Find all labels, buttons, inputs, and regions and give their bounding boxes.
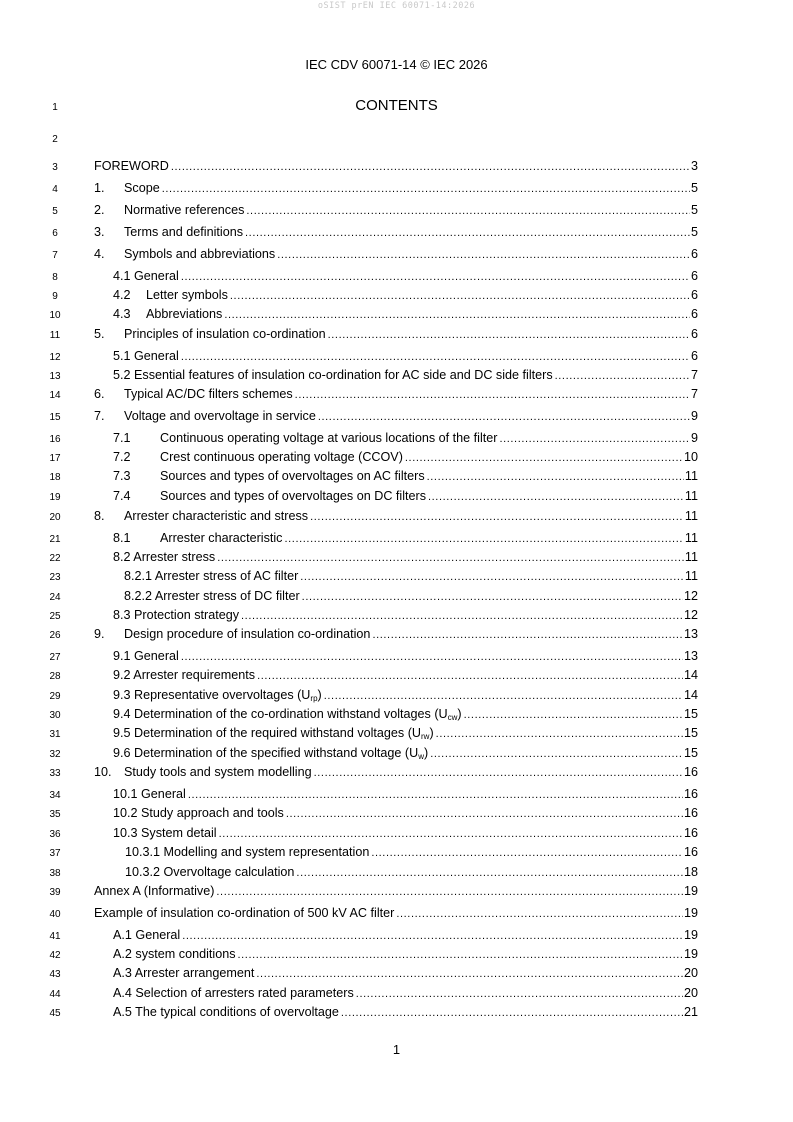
toc-entry-page: 9 bbox=[690, 409, 698, 423]
line-number: 2 bbox=[52, 134, 58, 145]
toc-entry[interactable] bbox=[0, 387, 698, 403]
toc-dot-leader bbox=[296, 867, 683, 879]
toc-entry-label-text: 9.1 General bbox=[113, 649, 179, 663]
toc-entry-page: 16 bbox=[683, 826, 698, 840]
toc-entry-label bbox=[113, 806, 284, 820]
line-number: 15 bbox=[49, 412, 61, 423]
toc-entry-label bbox=[113, 928, 180, 942]
toc-entry-number: 4.3 bbox=[113, 307, 131, 321]
toc-entry-label bbox=[113, 746, 428, 761]
toc-dot-leader bbox=[436, 728, 683, 740]
toc-entry-page: 6 bbox=[690, 269, 698, 283]
toc-dot-leader bbox=[372, 629, 683, 641]
toc-dot-leader bbox=[295, 389, 690, 401]
toc-entry-number: 4. bbox=[94, 247, 105, 261]
toc-entry-label-text: 10.2 Study approach and tools bbox=[113, 806, 284, 820]
toc-entry-label-text: Study tools and system modelling bbox=[124, 765, 312, 779]
toc-entry[interactable] bbox=[0, 247, 698, 263]
toc-entry-label bbox=[113, 787, 186, 801]
line-number: 25 bbox=[49, 611, 61, 622]
toc-entry-page: 5 bbox=[690, 203, 698, 217]
toc-entry[interactable] bbox=[0, 450, 698, 466]
line-number: 4 bbox=[52, 184, 58, 195]
toc-dot-leader bbox=[217, 552, 684, 564]
line-number: 12 bbox=[49, 352, 61, 363]
line-number: 22 bbox=[49, 553, 61, 564]
toc-dot-leader bbox=[181, 271, 690, 283]
toc-entry[interactable] bbox=[0, 845, 698, 861]
toc-dot-leader bbox=[277, 249, 690, 261]
toc-entry-page: 19 bbox=[683, 906, 698, 920]
line-number: 18 bbox=[49, 472, 61, 483]
toc-entry-label-text: 9.2 Arrester requirements bbox=[113, 668, 256, 682]
toc-dot-leader bbox=[188, 789, 683, 801]
line-number: 35 bbox=[49, 809, 61, 820]
toc-entry-label bbox=[124, 509, 308, 523]
toc-dot-leader bbox=[300, 571, 684, 583]
toc-entry-label bbox=[124, 387, 293, 401]
toc-entry-page: 6 bbox=[690, 288, 698, 302]
line-number: 41 bbox=[49, 931, 61, 942]
line-number: 14 bbox=[49, 390, 61, 401]
toc-entry-label bbox=[124, 589, 300, 603]
toc-entry-label-text: 4.1 General bbox=[113, 269, 179, 283]
toc-entry[interactable] bbox=[0, 906, 698, 922]
toc-entry-number: 7.1 bbox=[113, 431, 131, 445]
toc-entry[interactable] bbox=[0, 203, 698, 219]
toc-entry-number: 8. bbox=[94, 509, 105, 523]
toc-entry-label-text: A.2 system conditions bbox=[113, 947, 236, 961]
toc-dot-leader bbox=[256, 968, 683, 980]
toc-entry-page: 13 bbox=[683, 627, 698, 641]
toc-entry-label-text: Terms and definitions bbox=[124, 225, 244, 239]
watermark: oSIST prEN IEC 60071-14:2026 bbox=[317, 1, 476, 11]
toc-entry-label-text: FOREWORD bbox=[94, 159, 169, 173]
toc-entry-label bbox=[124, 247, 275, 261]
toc-entry-label bbox=[160, 450, 403, 464]
toc-entry-number: 7. bbox=[94, 409, 105, 423]
toc-entry-label-tail: ) bbox=[317, 688, 322, 702]
line-number: 16 bbox=[49, 434, 61, 445]
toc-dot-leader bbox=[310, 511, 684, 523]
toc-dot-leader bbox=[162, 183, 690, 195]
toc-entry-label bbox=[160, 489, 426, 503]
toc-entry-page: 19 bbox=[683, 928, 698, 942]
toc-entry-label-text: 9.4 Determination of the co-ordination withstand voltages (U bbox=[113, 707, 448, 721]
toc-entry[interactable] bbox=[0, 608, 698, 624]
line-number: 36 bbox=[49, 829, 61, 840]
toc-entry[interactable] bbox=[0, 469, 698, 485]
toc-entry-label bbox=[113, 608, 239, 622]
toc-entry-page: 19 bbox=[683, 947, 698, 961]
toc-entry-label-text: Annex A (Informative) bbox=[94, 884, 215, 898]
toc-entry-number: 9. bbox=[94, 627, 105, 641]
toc-dot-leader bbox=[171, 161, 690, 173]
toc-entry-number: 4.2 bbox=[113, 288, 131, 302]
toc-entry-number: 7.3 bbox=[113, 469, 131, 483]
toc-entry-page: 6 bbox=[690, 307, 698, 321]
toc-entry-label-text: 9.6 Determination of the specified withstand voltage (U bbox=[113, 746, 419, 760]
toc-entry-page: 7 bbox=[690, 368, 698, 382]
page-number: 1 bbox=[392, 1042, 401, 1057]
toc-entry-label-text: 8.3 Protection strategy bbox=[113, 608, 240, 622]
line-number: 30 bbox=[49, 710, 61, 721]
toc-entry-label bbox=[113, 986, 354, 1000]
toc-entry-page: 19 bbox=[683, 884, 698, 898]
toc-entry-label bbox=[113, 550, 215, 564]
toc-entry-label-text: A.5 The typical conditions of overvoltage bbox=[113, 1005, 339, 1019]
toc-entry-page: 21 bbox=[683, 1005, 698, 1019]
line-number: 1 bbox=[52, 102, 58, 113]
toc-entry-label-text: Typical AC/DC filters schemes bbox=[124, 387, 293, 401]
toc-dot-leader bbox=[499, 433, 690, 445]
toc-entry-page: 18 bbox=[683, 865, 698, 879]
toc-entry-label bbox=[113, 368, 553, 382]
toc-dot-leader bbox=[246, 205, 690, 217]
toc-entry-label bbox=[113, 649, 179, 663]
toc-entry-label-text: Abbreviations bbox=[146, 307, 223, 321]
toc-entry-page: 12 bbox=[683, 589, 698, 603]
toc-entry-page: 6 bbox=[690, 349, 698, 363]
line-number: 8 bbox=[52, 272, 58, 283]
line-number: 37 bbox=[49, 848, 61, 859]
toc-entry-page: 14 bbox=[683, 668, 698, 682]
toc-entry-page: 11 bbox=[684, 569, 698, 583]
toc-entry-label-text: 8.2.1 Arrester stress of AC filter bbox=[124, 569, 299, 583]
line-number: 19 bbox=[49, 492, 61, 503]
toc-entry-label-text: 9.5 Determination of the required withstand voltages (U bbox=[113, 726, 422, 740]
line-number: 17 bbox=[49, 453, 61, 464]
toc-entry[interactable] bbox=[0, 181, 698, 197]
toc-entry-number: 6. bbox=[94, 387, 105, 401]
toc-entry-page: 20 bbox=[683, 966, 698, 980]
toc-entry-page: 5 bbox=[690, 181, 698, 195]
toc-entry-page: 15 bbox=[683, 746, 698, 760]
toc-entry[interactable] bbox=[0, 826, 698, 842]
line-number: 28 bbox=[49, 671, 61, 682]
toc-dot-leader bbox=[396, 908, 683, 920]
toc-entry-number: 3. bbox=[94, 225, 105, 239]
toc-dot-leader bbox=[314, 767, 683, 779]
line-number: 7 bbox=[52, 250, 58, 261]
toc-entry-page: 11 bbox=[684, 489, 698, 503]
toc-entry[interactable] bbox=[0, 865, 698, 881]
toc-entry-label-text: Continuous operating voltage at various locations of the filter bbox=[160, 431, 498, 445]
toc-dot-leader bbox=[241, 610, 683, 622]
toc-entry-label bbox=[124, 181, 160, 195]
toc-entry[interactable] bbox=[0, 409, 698, 425]
line-number: 38 bbox=[49, 868, 61, 879]
line-number: 44 bbox=[49, 989, 61, 1000]
toc-entry-label-text: 5.2 Essential features of insulation co-ordination for AC side and DC side filters bbox=[113, 368, 553, 382]
toc-entry-page: 12 bbox=[683, 608, 698, 622]
toc-entry[interactable] bbox=[0, 349, 698, 365]
toc-entry-label bbox=[124, 569, 298, 583]
toc-entry-page: 7 bbox=[690, 387, 698, 401]
toc-entry-label-text: 10.3.1 Modelling and system representation bbox=[125, 845, 370, 859]
toc-entry-page: 10 bbox=[683, 450, 698, 464]
toc-dot-leader bbox=[555, 370, 690, 382]
toc-entry-label-text: Example of insulation co-ordination of 500 kV AC filter bbox=[94, 906, 395, 920]
line-number: 13 bbox=[49, 371, 61, 382]
toc-entry-label bbox=[124, 225, 243, 239]
toc-dot-leader bbox=[219, 828, 683, 840]
toc-entry[interactable] bbox=[0, 431, 698, 447]
line-number: 27 bbox=[49, 652, 61, 663]
toc-dot-leader bbox=[216, 886, 683, 898]
toc-entry-label-text: Crest continuous operating voltage (CCOV) bbox=[160, 450, 403, 464]
toc-dot-leader bbox=[238, 949, 683, 961]
line-number: 24 bbox=[49, 592, 61, 603]
toc-entry-subscript: rw bbox=[421, 732, 430, 741]
toc-entry-label bbox=[146, 288, 228, 302]
toc-entry[interactable] bbox=[0, 726, 698, 742]
line-number: 3 bbox=[52, 162, 58, 173]
toc-entry[interactable] bbox=[0, 1005, 698, 1021]
toc-entry-label-text: Scope bbox=[124, 181, 160, 195]
toc-entry[interactable] bbox=[0, 668, 698, 684]
toc-entry-label-text: 10.3 System detail bbox=[113, 826, 217, 840]
toc-entry-label bbox=[160, 469, 425, 483]
toc-entry-label bbox=[125, 845, 369, 859]
toc-dot-leader bbox=[428, 491, 684, 503]
toc-entry-label bbox=[113, 269, 179, 283]
toc-entry-label bbox=[125, 865, 294, 879]
toc-entry[interactable] bbox=[0, 509, 698, 525]
contents-title: CONTENTS bbox=[355, 97, 438, 114]
toc-dot-leader bbox=[284, 533, 683, 545]
toc-entry-label bbox=[113, 826, 217, 840]
toc-dot-leader bbox=[182, 930, 683, 942]
toc-entry-page: 6 bbox=[690, 247, 698, 261]
toc-dot-leader bbox=[286, 808, 683, 820]
toc-entry-page: 9 bbox=[690, 431, 698, 445]
toc-entry-subscript: w bbox=[418, 752, 424, 761]
toc-entry-label bbox=[113, 668, 255, 682]
toc-entry-number: 1. bbox=[94, 181, 105, 195]
toc-entry-label-text: Arrester characteristic bbox=[160, 531, 283, 545]
toc-entry-label bbox=[124, 627, 370, 641]
toc-entry-number: 5. bbox=[94, 327, 105, 341]
toc-entry-page: 11 bbox=[684, 469, 698, 483]
toc-dot-leader bbox=[181, 651, 683, 663]
toc-dot-leader bbox=[302, 591, 683, 603]
page-header: IEC CDV 60071-14 © IEC 2026 bbox=[305, 57, 488, 72]
toc-entry[interactable] bbox=[0, 986, 698, 1002]
toc-entry-label bbox=[113, 1005, 339, 1019]
toc-entry-label-text: 8.2.2 Arrester stress of DC filter bbox=[124, 589, 300, 603]
toc-entry-label-text: Normative references bbox=[124, 203, 245, 217]
toc-entry[interactable] bbox=[0, 327, 698, 343]
toc-entry[interactable] bbox=[0, 288, 698, 304]
toc-entry-label bbox=[94, 159, 169, 173]
toc-entry-label-text: 10.1 General bbox=[113, 787, 186, 801]
toc-entry[interactable] bbox=[0, 589, 698, 605]
toc-entry-label bbox=[113, 349, 179, 363]
toc-entry-label-tail: ) bbox=[429, 726, 434, 740]
toc-entry-page: 11 bbox=[684, 550, 698, 564]
line-number: 23 bbox=[49, 572, 61, 583]
toc-entry-page: 16 bbox=[683, 787, 698, 801]
toc-entry-page: 15 bbox=[683, 726, 698, 740]
line-number: 6 bbox=[52, 228, 58, 239]
line-number: 11 bbox=[49, 330, 61, 341]
toc-dot-leader bbox=[257, 670, 683, 682]
toc-dot-leader bbox=[230, 290, 690, 302]
toc-entry-label bbox=[113, 947, 236, 961]
toc-entry-label-text: A.4 Selection of arresters rated parameters bbox=[113, 986, 354, 1000]
toc-entry-label-text: Sources and types of overvoltages on AC filters bbox=[160, 469, 425, 483]
toc-entry[interactable] bbox=[0, 787, 698, 803]
toc-entry-label-text: Design procedure of insulation co-ordination bbox=[124, 627, 371, 641]
toc-entry[interactable] bbox=[0, 688, 698, 704]
toc-entry-page: 3 bbox=[690, 159, 698, 173]
toc-entry-number: 2. bbox=[94, 203, 105, 217]
toc-dot-leader bbox=[341, 1007, 683, 1019]
toc-entry-number: 8.1 bbox=[113, 531, 131, 545]
toc-dot-leader bbox=[405, 452, 683, 464]
toc-entry[interactable] bbox=[0, 884, 698, 900]
toc-entry-number: 7.4 bbox=[113, 489, 131, 503]
toc-dot-leader bbox=[181, 351, 690, 363]
toc-entry-page: 5 bbox=[690, 225, 698, 239]
line-number: 20 bbox=[49, 512, 61, 523]
toc-entry-label bbox=[124, 203, 244, 217]
line-number: 45 bbox=[49, 1008, 61, 1019]
toc-entry-label-text: 9.3 Representative overvoltages (U bbox=[113, 688, 311, 702]
toc-dot-leader bbox=[371, 847, 683, 859]
toc-entry[interactable] bbox=[0, 649, 698, 665]
toc-entry-label-tail: ) bbox=[424, 746, 429, 760]
toc-dot-leader bbox=[224, 309, 690, 321]
line-number: 21 bbox=[49, 534, 61, 545]
toc-entry[interactable] bbox=[0, 947, 698, 963]
toc-entry-label bbox=[124, 409, 316, 423]
line-number: 32 bbox=[49, 749, 61, 760]
line-number: 31 bbox=[49, 729, 61, 740]
toc-entry-label bbox=[160, 431, 497, 445]
line-number: 39 bbox=[49, 887, 61, 898]
toc-entry-label-text: Voltage and overvoltage in service bbox=[124, 409, 316, 423]
toc-entry-label-text: A.1 General bbox=[113, 928, 181, 942]
line-number: 29 bbox=[49, 691, 61, 702]
toc-entry-label-text: Principles of insulation co-ordination bbox=[124, 327, 326, 341]
toc-entry-number: 7.2 bbox=[113, 450, 131, 464]
line-number: 34 bbox=[49, 790, 61, 801]
toc-dot-leader bbox=[356, 988, 683, 1000]
toc-entry-label-text: Sources and types of overvoltages on DC filters bbox=[160, 489, 426, 503]
toc-entry[interactable] bbox=[0, 806, 698, 822]
line-number: 33 bbox=[49, 768, 61, 779]
toc-entry-page: 13 bbox=[683, 649, 698, 663]
toc-entry-subscript: rp bbox=[310, 694, 318, 703]
toc-entry-label-text: Arrester characteristic and stress bbox=[124, 509, 309, 523]
line-number: 5 bbox=[52, 206, 58, 217]
toc-entry-label bbox=[124, 327, 326, 341]
toc-entry-page: 16 bbox=[683, 806, 698, 820]
toc-entry[interactable] bbox=[0, 489, 698, 505]
toc-entry-label-text: Letter symbols bbox=[146, 288, 228, 302]
toc-entry[interactable] bbox=[0, 269, 698, 285]
toc-entry-label bbox=[124, 765, 312, 779]
toc-entry-page: 14 bbox=[683, 688, 698, 702]
toc-entry[interactable] bbox=[0, 307, 698, 323]
toc-entry-page: 16 bbox=[683, 765, 698, 779]
line-number: 26 bbox=[49, 630, 61, 641]
toc-entry[interactable] bbox=[0, 765, 698, 781]
toc-dot-leader bbox=[430, 748, 683, 760]
toc-entry-subscript: cw bbox=[447, 713, 458, 722]
toc-entry[interactable] bbox=[0, 966, 698, 982]
line-number: 9 bbox=[52, 291, 58, 302]
toc-entry-page: 11 bbox=[684, 531, 698, 545]
toc-entry-label-text: 10.3.2 Overvoltage calculation bbox=[125, 865, 295, 879]
line-number: 42 bbox=[49, 950, 61, 961]
toc-entry[interactable] bbox=[0, 928, 698, 944]
toc-dot-leader bbox=[427, 471, 684, 483]
line-number: 43 bbox=[49, 969, 61, 980]
toc-entry[interactable] bbox=[0, 627, 698, 643]
toc-entry-label-text: 8.2 Arrester stress bbox=[113, 550, 216, 564]
line-number: 40 bbox=[49, 909, 61, 920]
toc-entry-label-tail: ) bbox=[457, 707, 462, 721]
toc-entry-number: 10. bbox=[94, 765, 112, 779]
toc-dot-leader bbox=[318, 411, 690, 423]
toc-entry-label bbox=[94, 906, 394, 920]
toc-entry-label bbox=[113, 966, 254, 980]
toc-entry-page: 20 bbox=[683, 986, 698, 1000]
toc-entry-label bbox=[146, 307, 222, 321]
toc-entry-page: 15 bbox=[683, 707, 698, 721]
toc-entry[interactable] bbox=[0, 569, 698, 585]
toc-entry-page: 16 bbox=[683, 845, 698, 859]
toc-dot-leader bbox=[324, 690, 683, 702]
toc-entry-page: 6 bbox=[690, 327, 698, 341]
toc-entry-page: 11 bbox=[684, 509, 698, 523]
toc-entry[interactable] bbox=[0, 707, 698, 723]
toc-entry[interactable] bbox=[0, 531, 698, 547]
toc-entry-label bbox=[113, 688, 322, 703]
toc-entry-label bbox=[113, 707, 462, 722]
line-number: 10 bbox=[49, 310, 61, 321]
toc-entry-label-text: Symbols and abbreviations bbox=[124, 247, 276, 261]
toc-entry-label bbox=[113, 726, 434, 741]
toc-entry[interactable] bbox=[0, 159, 698, 175]
toc-entry[interactable] bbox=[0, 746, 698, 762]
toc-dot-leader bbox=[464, 709, 683, 721]
toc-dot-leader bbox=[328, 329, 690, 341]
toc-dot-leader bbox=[245, 227, 690, 239]
toc-entry-label bbox=[94, 884, 214, 898]
toc-entry-label-text: A.3 Arrester arrangement bbox=[113, 966, 255, 980]
toc-entry[interactable] bbox=[0, 368, 698, 384]
toc-entry[interactable] bbox=[0, 225, 698, 241]
toc-entry-label bbox=[160, 531, 282, 545]
toc-entry[interactable] bbox=[0, 550, 698, 566]
toc-entry-label-text: 5.1 General bbox=[113, 349, 179, 363]
